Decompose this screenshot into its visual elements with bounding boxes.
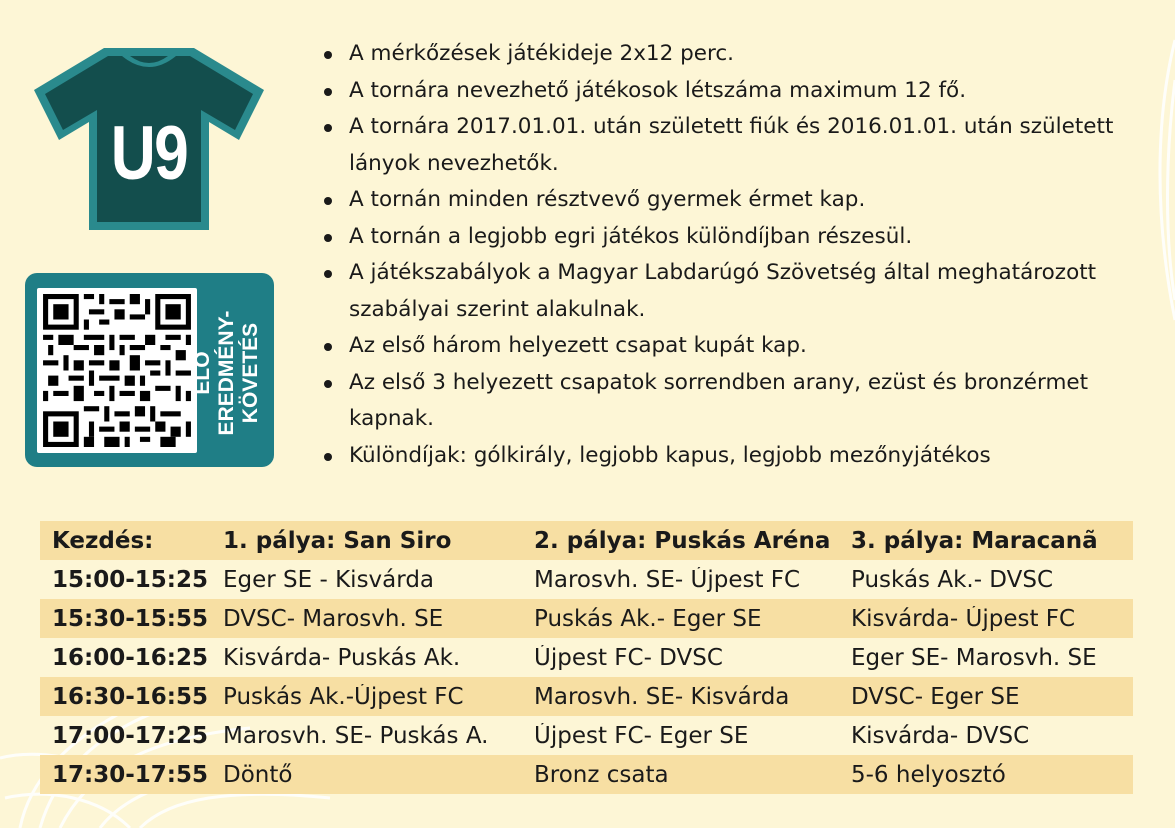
match-cell: 5-6 helyosztó xyxy=(851,761,1006,788)
bullet-icon xyxy=(324,270,332,278)
rule-item xyxy=(318,438,1138,475)
schedule-row xyxy=(40,599,1133,638)
rule-text: A mérkőzések játékideje 2x12 perc. xyxy=(349,41,735,66)
bullet-icon xyxy=(324,380,332,388)
match-cell: Bronz csata xyxy=(534,761,669,788)
header-pitch-1: 1. pálya: San Siro xyxy=(223,527,452,554)
rule-item xyxy=(318,219,1138,256)
rule-item xyxy=(318,73,1138,110)
match-cell: Eger SE - Kisvárda xyxy=(223,566,435,593)
rule-item xyxy=(318,182,1138,219)
live-results-label xyxy=(191,293,262,453)
rule-text: A tornára nevezhető játékosok létszáma maximum 12 fő. xyxy=(349,77,967,103)
match-cell: Marosvh. SE- Újpest FC xyxy=(534,566,801,593)
match-cell: Puskás Ak.-Újpest FC xyxy=(223,683,464,710)
time-cell: 17:00-17:25 xyxy=(52,722,208,749)
match-cell: Marosvh. SE- Puskás A. xyxy=(223,722,489,749)
live-results-qr-card[interactable] xyxy=(25,273,274,467)
live-results-line1: ÉLŐ EREDMÉNY- xyxy=(191,310,238,436)
header-pitch-3: 3. pálya: Maracanã xyxy=(851,527,1098,554)
rule-text: Különdíjak: gólkirály, legjobb kapus, legjobb mezőnyjátékos xyxy=(349,442,991,468)
time-cell: 17:30-17:55 xyxy=(52,761,208,788)
header-start: Kezdés: xyxy=(52,527,154,554)
bullet-icon xyxy=(324,234,332,242)
rule-text: A tornán minden résztvevő gyermek érmet kap. xyxy=(349,187,866,212)
time-cell: 15:00-15:25 xyxy=(52,566,208,593)
bullet-icon xyxy=(324,453,332,461)
match-cell: Kisvárda- DVSC xyxy=(851,722,1030,749)
qr-code-icon xyxy=(43,294,191,447)
schedule-row xyxy=(40,560,1133,599)
time-cell: 16:30-16:55 xyxy=(52,683,208,710)
bullet-icon xyxy=(324,88,332,96)
match-cell: DVSC- Eger SE xyxy=(851,683,1020,710)
bullet-icon xyxy=(324,124,332,132)
schedule-row xyxy=(40,677,1133,716)
match-cell: Újpest FC- DVSC xyxy=(534,644,723,671)
rule-text: A tornára 2017.01.01. után született fiúk és 2016.01.01. után született lányok nevezhetők. xyxy=(349,114,1114,176)
rule-text: A tornán a legjobb egri játékos különdíjban részesül. xyxy=(349,223,913,249)
schedule-row xyxy=(40,716,1133,755)
bullet-icon xyxy=(324,51,332,59)
rule-item xyxy=(318,109,1138,182)
live-results-line2: KÖVETÉS xyxy=(239,322,262,424)
match-cell: Kisvárda- Puskás Ak. xyxy=(223,644,461,671)
bullet-icon xyxy=(324,197,332,205)
match-cell: Kisvárda- Újpest FC xyxy=(851,605,1076,632)
match-cell: Marosvh. SE- Kisvárda xyxy=(534,683,790,710)
qr-code[interactable] xyxy=(37,288,197,453)
age-group-label: U9 xyxy=(110,111,188,196)
match-cell: DVSC- Marosvh. SE xyxy=(223,605,444,632)
rule-text: Az első három helyezett csapat kupát kap. xyxy=(349,333,807,358)
rule-item xyxy=(318,36,1138,73)
schedule-table xyxy=(40,521,1133,794)
match-cell: Puskás Ak.- DVSC xyxy=(851,566,1054,593)
match-cell: Döntő xyxy=(223,761,293,788)
header-pitch-2: 2. pálya: Puskás Aréna xyxy=(534,527,831,554)
schedule-row xyxy=(40,638,1133,677)
schedule-header-row xyxy=(40,521,1133,560)
rule-item xyxy=(318,328,1138,365)
rule-text: A játékszabályok a Magyar Labdarúgó Szövetség által meghatározott szabályai szerint alakulnak. xyxy=(349,260,1097,322)
match-cell: Újpest FC- Eger SE xyxy=(534,722,749,749)
rules-list xyxy=(318,36,1138,474)
match-cell: Puskás Ak.- Eger SE xyxy=(534,605,762,632)
match-cell: Eger SE- Marosvh. SE xyxy=(851,644,1097,671)
schedule-row xyxy=(40,755,1133,794)
bullet-icon xyxy=(324,343,332,351)
rule-text: Az első 3 helyezett csapatok sorrendben arany, ezüst és bronzérmet kapnak. xyxy=(349,369,1089,431)
time-cell: 15:30-15:55 xyxy=(52,605,208,632)
rule-item xyxy=(318,365,1138,438)
jersey-icon xyxy=(24,40,274,235)
time-cell: 16:00-16:25 xyxy=(52,644,208,671)
rule-item xyxy=(318,255,1138,328)
